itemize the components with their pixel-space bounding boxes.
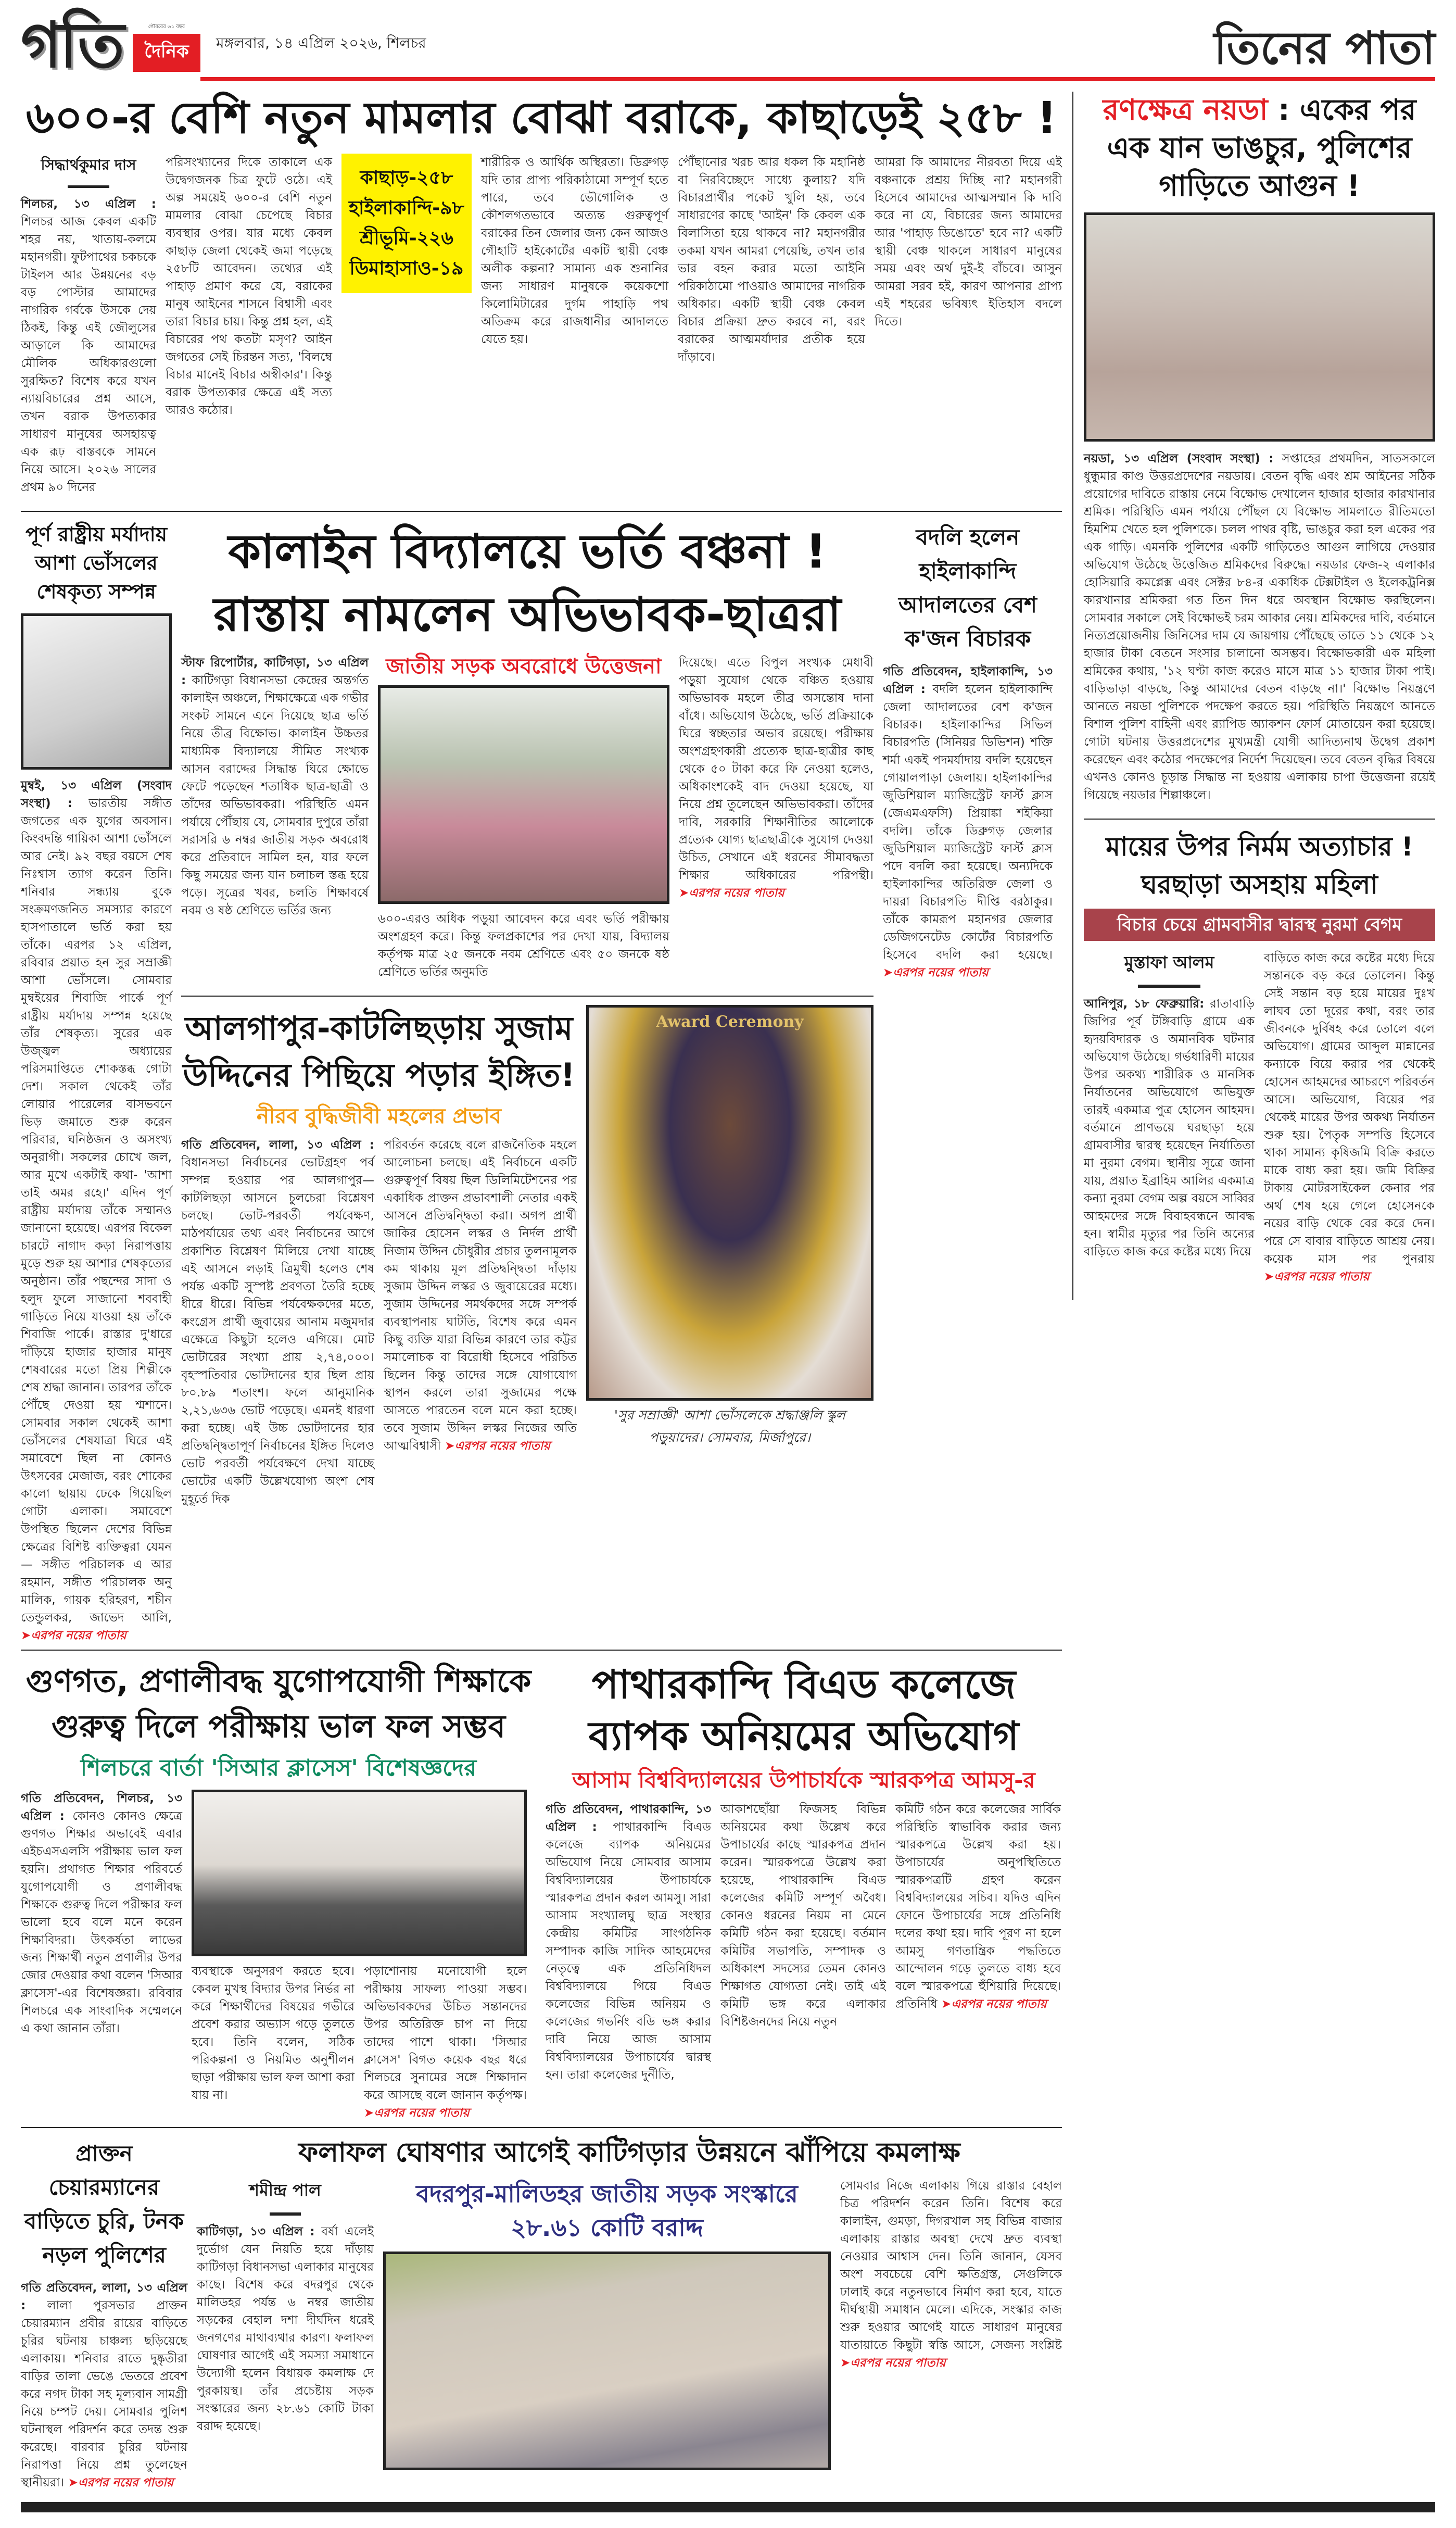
kalain-col-3	[679, 654, 873, 902]
lead-col-1	[21, 154, 156, 496]
noida-headline-red: রণক্ষেত্র নয়ডা	[1103, 93, 1268, 127]
kalain-col-2: ৬০০-এরও অধিক পড়ুয়া আবেদন করে এবং ভর্তি পরীক্ষায় অংশগ্রহণ করে। কিন্তু ফলপ্রকাশের পর দেখা যায়, বিদ্যালয় কর্তৃপক্ষ মাত্র ২৫ জনকে নবম শ্রেণিতে এবং ৫০ জনকে ষষ্ঠ শ্রেণিতে ভর্তির অনুমতি	[378, 912, 669, 979]
photo-award-ceremony-banner: Award Ceremony	[656, 1012, 804, 1031]
stat-dimahasao: ডিমাহাসাও-১৯	[349, 257, 464, 279]
transfer-body-text: বদলি হলেন হাইলাকান্দি জেলা আদালতের বেশ ক'জন বিচারক। হাইলাকান্দির সিভিল বিচারপতি (সিনিয়র ডিভিশন) শক্তি শর্মা একই পদমর্যাদায় বদলি হয়েছেন গোয়ালপাড়া জেলায়। হাইলাকান্দির জুডিশিয়াল ম্যাজিস্ট্রেট ফার্স্ট ক্লাস (জেএমএফসি) প্রিয়াঙ্কা শইকিয়া বদলি। তাঁকে ডিব্রুগড় জেলার জুডিশিয়াল ম্যাজিস্ট্রেট ফার্স্ট ক্লাস পদে বদলি করা হয়েছে। অন্যদিকে হাইলাকান্দির অতিরিক্ত জেলা ও দায়রা বিচারপতি দীপ্তি বরঠাকুর। তাঁকে কামরূপ মহানগর জেলার ডেজিগনেটেড কোর্টের বিচারপতি হিসেবে বদলি করা হয়েছে।	[883, 683, 1053, 962]
theft-story	[21, 2136, 187, 2492]
algapur-col-2-text: পরিবর্তন করেছে বলে রাজনৈতিক মহলে আলোচনা চলছে। এই নির্বাচনে একটি গুরুত্বপূর্ণ বিষয় ছিল ডিলিমিটেশনের পর একাধিক প্রাক্তন প্রভাবশালী নেতার একই আসনে প্রতিদ্বন্দ্বিতা করা। অগপ প্রার্থী জাকির হোসেন লস্কর ও নির্দল প্রার্থী নিজাম উদ্দিন চৌধুরীর প্রচার তুলনামূলক কম থাকায় মূল প্রতিদ্বন্দ্বিতা দাঁড়ায় সুজাম উদ্দিন লস্কর ও জুবায়েরের মধ্যে। সুজাম উদ্দিনের সমর্থকদের সঙ্গে সম্পর্ক ব্যবস্থাপনায় ঘাটতি, বিশেষ করে এমন কিছু ব্যক্তি যারা বিভিন্ন কারণে তার কট্টর সমালোচক বা বিরোধী হিসেবে পরিচিত ছিলেন কিন্তু তাদের সঙ্গে যোগাযোগ স্থাপন করলে তারা সুজামের পক্ষে আসতে পারতেন বলে মনে করা হচ্ছে। তবে সুজাম উদ্দিন লস্কর নিজের অতি আত্মবিশ্বাসী	[384, 1138, 577, 1453]
algapur-col-1	[181, 1136, 374, 1508]
bed-col-3-text: কমিটি গঠন করে কলেজের সার্বিক পরিস্থিতি স্বাভাবিক করার জন্য স্মারকপত্রে উল্লেখ করা হয়। উপাচার্যের অনুপস্থিতিতে স্মারকপত্রটি গ্রহণ করেন বিশ্ববিদ্যালয়ের সচিব। যদিও এদিন ফোনে উপাচার্যের সঙ্গে প্রতিনিধি দলের কথা হয়। দাবি পূরণ না হলে আমসু গণতান্ত্রিক পদ্ধতিতে আন্দোলন গড়ে তুলতে বাধ্য হবে বলে স্মারকপত্রে হুঁশিয়ারি দিয়েছে। প্রতিনিধি	[895, 1803, 1061, 2011]
algapur-columns	[181, 1136, 577, 1508]
algapur-dateline: গতি প্রতিবেদন, লালা, ১৩ এপ্রিল :	[181, 1138, 374, 1152]
theft-continued-link[interactable]: ➤এরপর নয়ের পাতায়	[68, 2476, 174, 2490]
mother-headline[interactable]: মায়ের উপর নির্মম অত্যাচার ! ঘরছাড়া অসহায় মহিলা	[1106, 832, 1413, 900]
kamalaksha-center	[383, 2177, 831, 2470]
bed-col-1	[546, 1801, 711, 2084]
kalain-subhead: জাতীয় সড়ক অবরোধে উত্তেজনা	[386, 654, 662, 678]
mother-byline: মুস্তাফা আলম	[1124, 952, 1214, 973]
kalain-headline-line2: রাস্তায় নামলেন অভিভাবক-ছাত্ররা	[213, 587, 841, 643]
footer-bar	[21, 2502, 1435, 2512]
byline-rule	[68, 185, 109, 188]
kamalaksha-byline: শমীন্দ্র পাল	[249, 2180, 321, 2200]
cr-classes-subhead: শিলচরে বার্তা 'সিআর ক্লাসেস' বিশেষজ্ঞদের	[80, 1755, 477, 1782]
cr-classes-right	[192, 1790, 527, 2122]
asha-portrait-photo	[21, 613, 172, 770]
masthead	[21, 4, 1435, 82]
transfer-dateline: গতি প্রতিবেদন, হাইলাকান্দি, ১৩ এপ্রিল :	[883, 665, 1053, 697]
tribute-photo-caption: 'সুর সম্রাজ্ঞী' আশা ভোঁসলেকে শ্রদ্ধাঞ্জলি স্কুল পড়ুয়াদের। সোমবার, মির্জাপুরে।	[614, 1407, 845, 1445]
kalain-continued-link[interactable]: ➤এরপর নয়ের পাতায়	[679, 886, 784, 900]
algapur-col-2	[384, 1136, 577, 1455]
cr-classes-headline[interactable]: গুণগত, প্রণালীবদ্ধ যুগোপযোগী শিক্ষাকে গুরুত্ব দিলে পরীক্ষায় ভাল ফল সম্ভব	[26, 1663, 531, 1745]
asha-story	[21, 520, 172, 1644]
mother-continued-link[interactable]: ➤এরপর নয়ের পাতায়	[1264, 1270, 1370, 1284]
mother-col-2	[1264, 949, 1435, 1286]
bed-col-2: আকাশছোঁয়া ফিজসহ বিভিন্ন অনিয়মের কথা উল্লেখ করে উপাচার্যের কাছে স্মারকপত্র প্রদান করেন। স্মারকপত্রে উল্লেখ করা হয়েছে, পাথারকান্দি বিএড কলেজের কমিটি সম্পূর্ণ অবৈধ। কোনও ধরনের নিয়ম না মেনে কমিটি গঠন করা হয়েছে। বর্তমান কমিটির সভাপতি, সম্পাদক ও অধিকাংশ সদস্যের তেমন কোনও শিক্ষাগত যোগ্যতা নেই। তাই এই কমিটি ভঙ্গ করে এলাকার বিশিষ্টজনদের নিয়ে নতুন	[720, 1803, 886, 2029]
cr-classes-photo	[192, 1790, 527, 1956]
noida-photo	[1084, 212, 1435, 442]
lead-col-2: পরিসংখ্যানের দিকে তাকালে এক উদ্বেগজনক চিত্র ফুটে ওঠে। এই অল্প সময়েই ৬০০-র বেশি নতুন মামলার বোঝা চেপেছে বিচার ব্যবস্থার ওপর। যার মধ্যে কেবল কাছাড় জেলা থেকেই জমা পড়েছে ২৫৮টি আবেদন। তথ্যের এই পাহাড় প্রমাণ করে যে, বরাকের মানুষ আইনের শাসনে বিশ্বাসী এবং তারা বিচার চায়। কিন্তু প্রশ্ন হল, এই বিচারের পথ কতটা মসৃণ? আইন জগতের সেই চিরন্তন সত্য, 'বিলম্বে বিচার মানেই বিচার অস্বীকার'। কিন্তু বরাক উপত্যকার ক্ষেত্রে এই সত্য আরও কঠোর।	[166, 155, 332, 417]
lead-col-4: পৌঁছানোর খরচ আর ধকল কি মহানিষ্ঠ বা নিরবিচ্ছেদে সাধ্যে কুলায়? যদি বিচারপ্রার্থীর পকেট খুলি হয়, তবে সাধারণের কাছে 'আইন' কি কেবল এক বিলাসিতা হয়ে থাকবে না? মহানগরীর তকমা যখন আমরা পেয়েছি, তখন তার ভার বহন করার মতো আইনি পরিকাঠামো পাওয়াও আমাদের নাগরিক অধিকার। একটি স্থায়ী বেঞ্চ কেবল বিচার প্রক্রিয়া দ্রুত করবে না, বরং বরাকের আত্মমর্যাদার প্রতীক হয়ে দাঁড়াবে।	[678, 155, 865, 364]
kamalaksha-dateline: কাটিগড়া, ১৩ এপ্রিল :	[197, 2225, 315, 2239]
kalain-headline-line1: কালাইন বিদ্যালয়ে ভর্তি বঞ্চনা !	[228, 524, 827, 579]
byline-rule	[270, 2212, 301, 2216]
asha-dateline: মুম্বই, ১৩ এপ্রিল (সংবাদ সংস্থা) :	[21, 779, 172, 811]
noida-headline-rest: : একের পর এক যান ভাঙচুর, পুলিশের গাড়িতে আগুন !	[1107, 93, 1416, 203]
noida-story	[1084, 92, 1435, 804]
mother-dateline: আনিপুর, ১৮ ফেব্রুয়ারি:	[1084, 997, 1205, 1011]
stat-sribhumi: শ্রীভূমি-২২৬	[360, 227, 453, 249]
kalain-col-1	[181, 654, 369, 920]
bed-columns	[546, 1801, 1062, 2084]
bed-dateline: গতি প্রতিবেদন, পাথারকান্দি, ১৩ এপ্রিল :	[546, 1803, 711, 1834]
road-damage-photo	[383, 2252, 831, 2470]
kalain-headline[interactable]	[181, 520, 873, 647]
noida-headline[interactable]	[1084, 92, 1435, 205]
bed-headline[interactable]: পাথারকান্দি বিএড কলেজে ব্যাপক অনিয়মের অভিযোগ	[588, 1661, 1019, 1759]
tribute-photo-block	[586, 1005, 873, 1450]
lead-col-5: আমরা কি আমাদের নীরবতা দিয়ে এই বঞ্চনাকে প্রশ্রয় দিচ্ছি না? মহানগরী হিসেবে আমাদের আত্মসম্মান কি দাবি করে না যে, বিচারের জন্য আমাদের আর 'পাহাড় ডিঙোতে' হবে না? একটি স্থায়ী বেঞ্চ থাকলে সাধারণ মানুষের সময় এবং অর্থ দুই-ই বাঁচবে। আসুন আমরা সরব হই, কারণ আপনার প্রাপ্য এই শহরের ভবিষ্যৎ ইতিহাস বদলে দিতে।	[875, 155, 1062, 329]
asha-tribute-photo	[586, 1005, 873, 1401]
mother-col-1-body	[1084, 995, 1255, 1261]
theft-dateline: গতি প্রতিবেদন, লালা, ১৩ এপ্রিল :	[21, 2281, 187, 2313]
dainik-tagline: গৌরবের ৬১ বছর	[148, 24, 185, 30]
main-area	[21, 92, 1062, 2492]
kamalaksha-continued-link[interactable]: ➤এরপর নয়ের পাতায়	[840, 2356, 946, 2370]
lead-col-3: শারীরিক ও আর্থিক অস্থিরতা। ডিব্রুগড় যদি তার প্রাপ্য পরিকাঠামো সম্পূর্ণ হতে পারে, তবে ভৌগোলিক ও কৌশলগতভাবে অত্যন্ত গুরুত্বপূর্ণ বরাকের তিন জেলার জন্য কেন আজও গৌহাটি হাইকোর্টের একটি স্থায়ী বেঞ্চ অলীক কল্পনা? সামান্য এক শুনানির জন্য সাধারণ মানুষকে কয়েকশো কিলোমিটারের দুর্গম পাহাড়ি পথ অতিক্রম করে রাজধানীর আদালতে যেতে হয়।	[481, 155, 668, 346]
page-title: তিনের পাতা	[1213, 22, 1435, 74]
fourth-band	[21, 2127, 1062, 2492]
lead-headline[interactable]: ৬০০-র বেশি নতুন মামলার বোঝা বরাকে, কাছাড়েই ২৫৮ !	[26, 92, 1057, 143]
bed-subhead: আসাম বিশ্ববিদ্যালয়ের উপাচার্যকে স্মারকপত্র আমসু-র	[572, 1767, 1035, 1793]
mother-col-1	[1084, 949, 1255, 1261]
kamalaksha-subhead: বদরপুর-মালিডহর জাতীয় সড়ক সংস্কারে ২৮.৬১ কোটি বরাদ্দ	[416, 2180, 798, 2242]
kamalaksha-col-1-body	[197, 2223, 374, 2435]
noida-body	[1084, 450, 1435, 804]
asha-body	[21, 777, 172, 1644]
third-band	[21, 1650, 1062, 2122]
bed-story	[546, 1659, 1062, 2084]
cr-classes-subcolumns	[192, 1963, 527, 2122]
cr-classes-col-3-text: পড়াশোনায় মনোযোগী হলে পরীক্ষায় সাফল্য পাওয়া সম্ভব। অভিভাবকদের উচিত সন্তানদের উপর অতিরিক্ত চাপ না দিয়ে তাদের পাশে থাকা। 'সিআর ক্লাসেস' বিগত কয়েক বছর ধরে শিলচরে সুনামের সঙ্গে শিক্ষাদান করে আসছে বলে জানান কর্তৃপক্ষ।	[364, 1964, 527, 2102]
kamalaksha-story	[197, 2136, 1062, 2470]
lead-columns	[21, 154, 1062, 496]
dainik-badge	[133, 23, 200, 72]
cr-classes-col-1-text: কোনও কোনও ক্ষেত্রে গুণগত শিক্ষার অভাবেই এবার এইচএসএলসি পরীক্ষায় ভাল ফল হয়নি। প্রথাগত শিক্ষার পরিবর্তে যুগোপযোগী ও প্রণালীবদ্ধ শিক্ষাকে গুরুত্ব দিলে পরীক্ষার ফল ভালো হবে বলে মনে করেন শিক্ষাবিদরা। উৎকর্ষতা লাভের জন্য শিক্ষার্থী নতুন প্রণালীর উপর জোর দেওয়ার কথা বলেন 'সিআর ক্লাসেস'-এর বিশেষজ্ঞরা। রবিবার শিলচরে এক সাংবাদিক সম্মেলনে এ কথা জানান তাঁরা।	[21, 1809, 182, 2035]
algapur-headline[interactable]: আলগাপুর-কাটলিছড়ায় সুজাম উদ্দিনের পিছিয়ে পড়ার ইঙ্গিত!	[183, 1009, 575, 1094]
kamalaksha-headline[interactable]: ফলাফল ঘোষণার আগেই কাটিগড়ার উন্নয়নে ঝাঁপিয়ে কমলাক্ষ	[298, 2136, 960, 2168]
bed-continued-link[interactable]: ➤এরপর নয়ের পাতায়	[941, 1997, 1047, 2011]
algapur-col-1-text: বিধানসভা নির্বাচনের ভোটগ্রহণ পর্ব সম্পন্ন হওয়ার পর আলগাপুর—কাটলিছড়া আসনে চুলচেরা বিশ্লেষণ চলছে। ভোট-পরবর্তী পর্যবেক্ষণ, মাঠপর্যায়ের তথ্য এবং নির্বাচনের আগে প্রকাশিত বিশ্লেষণ মিলিয়ে দেখা যাচ্ছে এই আসনে লড়াই ত্রিমুখী হলেও শেষ পর্যন্ত একটি সুস্পষ্ট প্রবণতা তৈরি হচ্ছে ধীরে ধীরে। বিভিন্ন পর্যবেক্ষকদের মতে, কংগ্রেস প্রার্থী জুবায়ের আনাম মজুমদার এক্ষেত্রে কিছুটা হলেও এগিয়ে। মোট ভোটারের সংখ্যা প্রায় ২,৭৪,০০০। বৃহস্পতিবার ভোটদানের হার ছিল প্রায় ৮০.৮৯ শতাংশ। ফলে আনুমানিক ২,২১,৬৩৬ ভোট পড়েছে। এমনই ধারণা করা হচ্ছে। এই উচ্চ ভোটদানের হার প্রতিদ্বন্দ্বিতাপূর্ণ নির্বাচনের ইঙ্গিত দিলেও ভোট পরবর্তী পর্যবেক্ষণে দেখা যাচ্ছে ভোটের একটি উল্লেখযোগ্য অংশ শেষ মুহূর্তে দিক	[181, 1155, 374, 1506]
cr-classes-columns	[21, 1790, 536, 2122]
mother-columns	[1084, 949, 1435, 1286]
bed-col-3	[895, 1801, 1061, 2013]
mother-story	[1084, 819, 1435, 1286]
lead-story	[21, 92, 1062, 496]
kamalaksha-col-1	[197, 2177, 374, 2435]
issue-date: মঙ্গলবার, ১৪ এপ্রিল ২০২৬, শিলচর	[216, 34, 426, 52]
right-sidebar	[1072, 92, 1435, 1300]
kalain-protest-photo	[378, 685, 669, 904]
center-block	[181, 520, 873, 1508]
transfer-headline[interactable]: বদলি হলেন হাইলাকান্দি আদালতের বেশ ক'জন বিচারক	[898, 524, 1037, 652]
byline-rule	[1138, 985, 1200, 988]
masthead-rule	[200, 77, 1435, 81]
kalain-center	[378, 654, 669, 981]
algapur-and-photo	[181, 996, 873, 1508]
mother-subhead-band: বিচার চেয়ে গ্রামবাসীর দ্বারস্থ নুরমা বেগম	[1084, 909, 1435, 941]
kamalaksha-col-2-text: সোমবার নিজে এলাকায় গিয়ে রাস্তার বেহাল চিত্র পরিদর্শন করেন তিনি। বিশেষ করে কালাইন, গুমড়া, দিগরখাল সহ বিভিন্ন বাজার এলাকায় রাস্তার অবস্থা দেখে দ্রুত ব্যবস্থা নেওয়ার আশ্বাস দেন। তিনি জানান, যেসব অংশ সবচেয়ে বেশি ক্ষতিগ্রস্ত, সেগুলিকে ঢালাই করে নতুনভাবে নির্মাণ করা হবে, যাতে দীর্ঘস্থায়ী সমাধান মেলে। এদিকে, সংস্কার কাজ শুরু হওয়ার আগেই যাতে সাধারণ মানুষের যাতায়াতে কিছুটা স্বস্তি আসে, সেজন্য সংশ্লিষ্ট	[840, 2179, 1062, 2353]
newspaper-logo: গতি	[21, 9, 123, 82]
lead-col-1-text: শিলচর আজ কেবল একটি শহর নয়, খাতায়-কলমে মহানগরী। ফুটপাথের চকচকে টাইলস আর উন্নয়নের বড় বড় পোস্টার আমাদের নাগরিক গর্বকে উসকে দেয় ঠিকই, কিন্তু এই জৌলুসের আড়ালে কি আমাদের মৌলিক অধিকারগুলো সুরক্ষিত? বিশেষ করে যখন ন্যায়বিচারের প্রশ্ন আসে, তখন বরাক উপত্যকার সাধারণ মানুষের অসহায়ত্ব এক রূঢ় বাস্তবকে সামনে নিয়ে আসে। ২০২৬ সালের প্রথম ৯০ দিনের	[21, 215, 156, 494]
second-band	[21, 511, 1062, 1644]
theft-body-text: লালা পুরসভার প্রাক্তন চেয়ারম্যান প্রবীর রায়ের বাড়িতে চুরির ঘটনায় চাঞ্চল্য ছড়িয়েছে এলাকায়। শনিবার রাতে দুষ্কৃতীরা বাড়ির তালা ভেঙে ভেতরে প্রবেশ করে নগদ টাকা সহ মূল্যবান সামগ্রী নিয়ে চম্পট দেয়। সোমবার পুলিশ ঘটনাস্থল পরিদর্শন করে তদন্ত শুরু করেছে। বারবার চুরির ঘটনায় নিরাপত্তা নিয়ে প্রশ্ন তুলেছেন স্থানীয়রা।	[21, 2299, 188, 2490]
dainik-label: দৈনিক	[133, 34, 200, 72]
stat-cachar: কাছাড়-২৫৮	[360, 167, 453, 188]
theft-headline[interactable]: প্রাক্তন চেয়ারম্যানের বাড়িতে চুরি, টনক নড়ল পুলিশের	[24, 2140, 184, 2268]
kamalaksha-col-2	[840, 2177, 1062, 2372]
asha-body-text: ভারতীয় সঙ্গীত জগতের এক যুগের অবসান। কিংবদন্তি গায়িকা আশা ভোঁসলে আর নেই। ৯২ বছর বয়সে শেষ নিঃশ্বাস ত্যাগ করেন তিনি। শনিবার সন্ধ্যায় বুকে সংক্রমণজনিত সমস্যার কারণে হাসপাতালে ভর্তি করা হয় তাঁকে। এরপর ১২ এপ্রিল, রবিবার প্রয়াত হন সুর সম্রাজ্ঞী আশা ভোঁসলে। সোমবার মুম্বইয়ের শিবাজি পার্কে পূর্ণ রাষ্ট্রীয় মর্যাদায় সম্পন্ন হয়েছে তাঁর শেষকৃত্য। সুরের এক উজ্জ্বল অধ্যায়ের পরিসমাপ্তিতে শোকস্তব্ধ গোটা দেশ। সকাল থেকেই তাঁর লোয়ার পারেলের বাসভবনে ভিড় জমাতে শুরু করেন পরিবার, ঘনিষ্ঠজন ও অসংখ্য অনুরাগী। সকলের চোখে জল, আর মুখে একটাই কথা- 'আশা তাই অমর রহে।' এদিন পূর্ণ রাষ্ট্রীয় মর্যাদায় তাঁকে সম্মানও জানানো হয়েছে। এরপর বিকেল চারটে নাগাদ কড়া নিরাপত্তায় মুড়ে শুরু হয় আশার শেষকৃত্যের অনুষ্ঠান। তাঁর পছন্দের সাদা ও হলুদ ফুলে সাজানো শববাহী গাড়িতে নিয়ে যাওয়া হয় তাঁকে শিবাজি পার্কে। রাস্তার দু'ধারে দাঁড়িয়ে হাজার হাজার মানুষ শেষবারের মতো প্রিয় শিল্পীকে শেষ শ্রদ্ধা জানান। তারপর তাঁকে পৌঁছে দেওয়া হয় শ্মশানে। সোমবার সকাল থেকেই আশা ভোঁসলের শেষযাত্রা ঘিরে এই সমাবেশে ছিল না কোনও উৎসবের মেজাজ, বরং শোকের কালো ছায়ায় ঢেকে গিয়েছিল গোটা এলাকা। সমাবেশে উপস্থিত ছিলেন দেশের বিভিন্ন ক্ষেত্রের বিশিষ্ট ব্যক্তিত্বরা যেমন— সঙ্গীত পরিচালক এ আর রহমান, সঙ্গীত পরিচালক অনু মালিক, গায়ক হরিহরণ, শচীন তেন্ডুলকর, জাভেদ আলি,	[21, 797, 172, 1625]
cr-classes-col-2: ব্যবস্থাকে অনুসরণ করতে হবে। কেবল মুখস্থ বিদ্যার উপর নির্ভর না করে শিক্ষার্থীদের বিষয়ের গভীরে প্রবেশ করার অভ্যাস গড়ে তুলতে হবে। তিনি বলেন, সঠিক পরিকল্পনা ও নিয়মিত অনুশীলন ছাড়া পরীক্ষায় ভাল ফল আশা করা যায় না।	[192, 1964, 354, 2102]
stats-box	[341, 154, 472, 293]
kamalaksha-columns	[197, 2177, 1062, 2470]
cr-classes-dateline: গতি প্রতিবেদন, শিলচর, ১৩ এপ্রিল :	[21, 1791, 182, 1823]
algapur-story	[181, 1005, 577, 1508]
page-layout	[21, 92, 1435, 2492]
kalain-dateline: স্টাফ রিপোর্টার, কাটিগড়া, ১৩ এপ্রিল :	[181, 656, 369, 687]
cr-classes-story	[21, 1659, 536, 2122]
cr-classes-col-1	[21, 1790, 182, 2038]
cr-classes-col-3	[364, 1963, 527, 2122]
asha-continued-link[interactable]: ➤এরপর নয়ের পাতায়	[21, 1629, 126, 1643]
stat-hailakandi: হাইলাকান্দি-৯৮	[349, 197, 464, 219]
kalain-story	[181, 520, 873, 981]
transfer-continued-link[interactable]: ➤এরপর নয়ের পাতায়	[883, 966, 989, 980]
cr-classes-continued-link[interactable]: ➤এরপর নয়ের পাতায়	[364, 2106, 470, 2120]
noida-dateline: নয়ডা, ১৩ এপ্রিল (সংবাদ সংস্থা) :	[1084, 452, 1274, 466]
transfer-story	[883, 520, 1053, 982]
kalain-col-1-text: কাটিগড়া বিধানসভা কেন্দ্রের অন্তর্গত কালাইন অঞ্চলে, শিক্ষাক্ষেত্রে এক গভীর সংকট সামনে এনে দিয়েছে ছাত্র ভর্তি নিয়ে তীব্র বিক্ষোভ। কালাইন উচ্চতর মাধ্যমিক বিদ্যালয়ে সীমিত সংখ্যক আসন বরাদ্দের সিদ্ধান্ত ঘিরে ক্ষোভে ফেটে পড়েছেন শতাধিক ছাত্র-ছাত্রী ও তাঁদের অভিভাবকরা। পরিস্থিতি এমন পর্যায়ে পৌঁছায় যে, সোমবার দুপুরে তাঁরা সরাসরি ৬ নম্বর জাতীয় সড়ক অবরোধ করে প্রতিবাদে সামিল হন, যার ফলে কিছু সময়ের জন্য যান চলাচল স্তব্ধ হয়ে পড়ে। সূত্রের খবর, চলতি শিক্ষাবর্ষে নবম ও ষষ্ঠ শ্রেণিতে ভর্তির জন্য	[181, 673, 369, 917]
noida-body-text: সপ্তাহের প্রথমদিন, সাতসকালে ধুন্ধুমার কাণ্ড উত্তরপ্রদেশের নয়ডায়। বেতন বৃদ্ধি এবং শ্রম আইনের সঠিক প্রয়োগের দাবিতে রাস্তায় নেমে বিক্ষোভ দেখালেন হাজার হাজার কারখানার শ্রমিক। পরিস্থিতি এমন পর্যায়ে পৌঁছল যে বিক্ষোভ সামলাতে রীতিমতো হিমশিম খেতে হল পুলিশকে। চলল পাথর বৃষ্টি, ভাঙচুর করা হল একের পর এক গাড়ি। এমনকি পুলিশের একটি গাড়িতেও আগুন লাগিয়ে দেওয়ার অভিযোগ উঠেছে উত্তেজিত শ্রমিকদের বিরুদ্ধে। নয়ডার ফেজ-২ এলাকার হোসিয়ারি কমপ্লেক্স এবং সেক্টর ৮৪-র একাধিক টেক্সটাইল ও ইলেকট্রনিক্স কারখানার শ্রমিকরা গত তিন দিন ধরে অবস্থান বিক্ষোভ করছিলেন। সোমবার সকালে সেই বিক্ষোভই চরম আকার নেয়। শ্রমিকদের দাবি, বর্তমানে নিত্যপ্রয়োজনীয় জিনিসের দাম যে জায়গায় পৌঁছেছে তাতে ১১ থেকে ১২ হাজার টাকা বেতনে সংসার চালানো অসম্ভব। বিক্ষোভকারী এক মহিলা শ্রমিকের কথায়, '১২ ঘণ্টা কাজ করেও মাসে মাত্র ১১ হাজার টাকা পাই। বাড়িভাড়া বাড়ছে, কিন্তু আমাদের বেতন বাড়ছে না।' বিক্ষোভ নিয়ন্ত্রণে আনতে নয়ডা পুলিশকে পদক্ষেপ করতে হয়। পরিস্থিতি নিয়ন্ত্রণে আনতে বিশাল পুলিশ বাহিনী এবং র‍্যাপিড অ্যাকশন ফোর্স মোতায়েন করা হয়েছে। গোটা ঘটনায় উত্তরপ্রদেশের মুখ্যমন্ত্রী যোগী আদিত্যনাথ উদ্বেগ প্রকাশ করেছেন এবং কঠোর পদক্ষেপের নির্দেশ দিয়েছেন। তবে বেতন বৃদ্ধির বিষয়ে এখনও কোনও চূড়ান্ত সিদ্ধান্ত না হওয়ায় এলাকায় চাপা উত্তেজনা রয়েই গিয়েছে নয়ডার শিল্পাঞ্চলে।	[1084, 452, 1436, 802]
lead-byline: সিদ্ধার্থকুমার দাস	[41, 156, 136, 173]
theft-body	[21, 2279, 187, 2492]
kamalaksha-col-1-text: বর্ষা এলেই দুর্ভোগ যেন নিয়তি হয়ে দাঁড়ায় কাটিগড়া বিধানসভা এলাকার মানুষের কাছে। বিশেষ করে বদরপুর থেকে মালিডহর পর্যন্ত ৬ নম্বর জাতীয় সড়কের বেহাল দশা দীর্ঘদিন ধরেই জনগণের মাথাব্যথার কারণ। ফলাফল ঘোষণার আগেই এই সমস্যা সমাধানে উদ্যোগী হলেন বিধায়ক কমলাক্ষ দে পুরকায়স্থ। তাঁর প্রচেষ্টায় সড়ক সংস্কারের জন্য ২৮.৬১ কোটি টাকা বরাদ্দ হয়েছে।	[197, 2225, 374, 2434]
transfer-body	[883, 663, 1053, 982]
kalain-col-3-text: দিয়েছে। এতে বিপুল সংখ্যক মেধাবী পড়ুয়া সুযোগ থেকে বঞ্চিত হওয়ায় অভিভাবক মহলে তীব্র অসন্তোষ দানা বাঁধে। অভিযোগ উঠেছে, ভর্তি প্রক্রিয়াকে ঘিরে স্বচ্ছতার অভাব রয়েছে। পরীক্ষায় অংশগ্রহণকারী প্রত্যেক ছাত্র-ছাত্রীর কাছ থেকে ৫০ টাকা করে ফি নেওয়া হলেও, অধিকাংশকেই বাদ দেওয়া হয়েছে, যা নিয়ে প্রশ্ন তুলেছেন অভিভাবকরা। তাঁদের দাবি, সরকারি শিক্ষানীতির আলোকে প্রত্যেক যোগ্য ছাত্রছাত্রীকে সুযোগ দেওয়া উচিত, সেখানে এই ধরনের সীমাবদ্ধতা শিক্ষার অধিকারের পরিপন্থী।	[679, 656, 873, 882]
kalain-columns	[181, 654, 873, 981]
lead-col-1-body	[21, 195, 156, 496]
bed-col-1-text: পাথারকান্দি বিএড কলেজে ব্যাপক অনিয়মের অভিযোগ নিয়ে সোমবার আসাম বিশ্ববিদ্যালয়ের উপাচার্যকে স্মারকপত্র প্রদান করল আমসু। সারা আসাম সংখ্যালঘু ছাত্র সংস্থার কেন্দ্রীয় কমিটির সাংগঠনিক সম্পাদক কাজি সাদিক আহমেদের নেতৃত্বে এক প্রতিনিধিদল বিশ্ববিদ্যালয়ে গিয়ে বিএড কলেজের বিভিন্ন অনিয়ম ও কলেজের গভর্নিং বডি ভঙ্গ করার দাবি নিয়ে আজ আসাম বিশ্ববিদ্যালয়ের উপাচার্যের দ্বারস্থ হন। তারা কলেজের দুর্নীতি,	[546, 1820, 711, 2082]
algapur-subhead: নীরব বুদ্ধিজীবী মহলের প্রভাব	[257, 1104, 501, 1128]
mother-col-2-text: বাড়িতে কাজ করে কষ্টের মধ্যে দিয়ে সন্তানকে বড় করে তোলেন। কিন্তু সেই সন্তান বড় হয়ে মায়ের দুঃখ লাঘব তো দূরের কথা, বরং তার জীবনকে দুর্বিষহ করে তোলে বলে অভিযোগ। গ্রামের আব্দুল মান্নানের কন্যাকে বিয়ে করার পর থেকেই হোসেন আহমদের আচরণে পরিবর্তন আসে। অভিযোগ, বিয়ের পর থেকেই মায়ের উপর অকথ্য নির্যাতন শুরু হয়। পৈতৃক সম্পত্তি হিসেবে থাকা সামান্য কৃষিজমি বিক্রি করতে মাকে বাধ্য করা হয়। জমি বিক্রির টাকায় মোটরসাইকেল কেনার পর অর্থ শেষ হয়ে গেলে হোসেনকে নয়ের বাড়ি থেকে বের করে দেন। পরে সে বাবার বাড়িতে আশ্রয় নেয়। কয়েক মাস পর পুনরায়	[1264, 951, 1435, 1266]
mother-col-1-text: রাতাবাড়ি জিপির পূর্ব টঙ্গিবাড়ি গ্রামে এক হৃদয়বিদারক ও অমানবিক ঘটনার অভিযোগ উঠেছে। গর্ভধারিণী মায়ের উপর অকথ্য শারীরিক ও মানসিক নির্যাতনের অভিযোগে অভিযুক্ত তারই একমাত্র পুত্র হোসেন আহমদ। বর্তমানে প্রাণভয়ে ঘরছাড়া হয়ে গ্রামবাসীর দ্বারস্থ হয়েছেন নির্যাতিতা মা নুরমা বেগম। স্থানীয় সূত্রে জানা যায়, প্রয়াত ইব্রাহিম আলির একমাত্র কন্যা নুরমা বেগম অল্প বয়সে সাব্বির আহমদের সঙ্গে বিবাহবন্ধনে আবদ্ধ হন। স্বামীর মৃত্যুর পর তিনি অন্যের বাড়িতে কাজ করে কষ্টের মধ্যে দিয়ে	[1084, 997, 1255, 1259]
asha-headline[interactable]: পূর্ণ রাষ্ট্রীয় মর্যাদায় আশা ভোঁসলের শেষকৃত্য সম্পন্ন	[25, 522, 167, 603]
algapur-continued-link[interactable]: ➤এরপর নয়ের পাতায়	[445, 1439, 550, 1453]
lead-dateline: শিলচর, ১৩ এপ্রিল :	[21, 197, 156, 211]
